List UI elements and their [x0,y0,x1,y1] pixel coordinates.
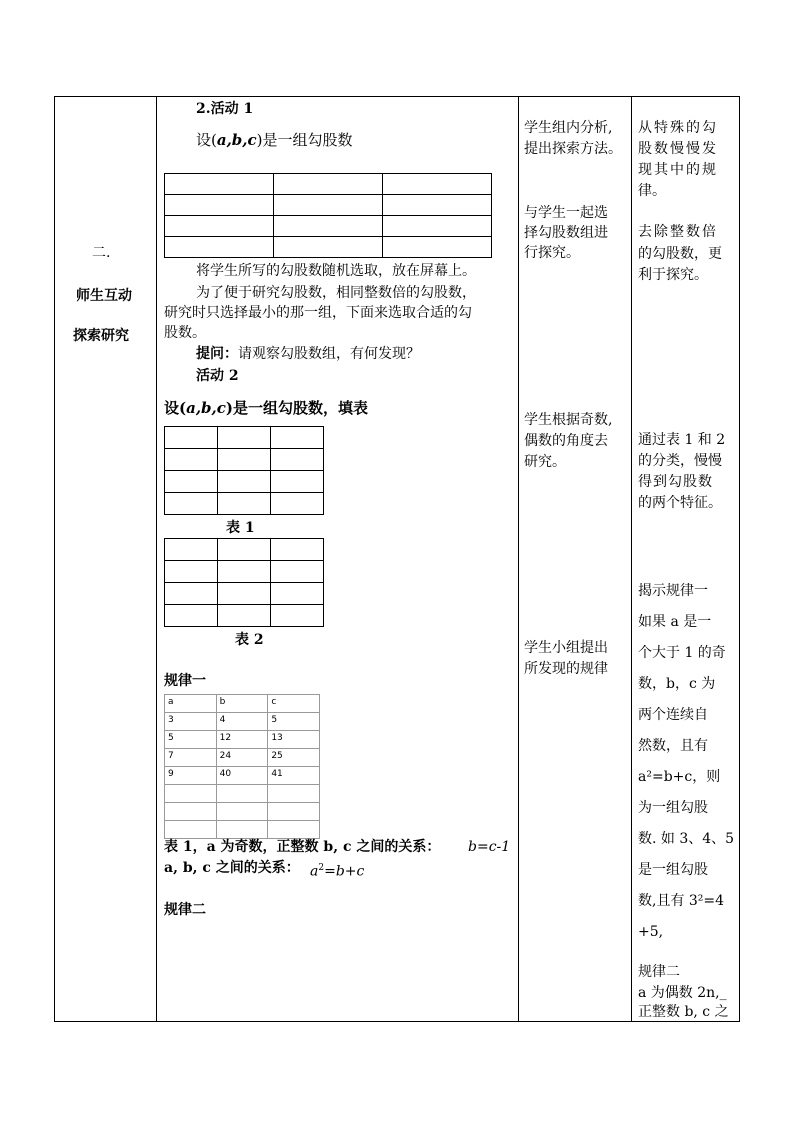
activity1-para1: 将学生所写的勾股数随机选取，放在屏幕上。 [196,263,476,279]
activity2-table2 [164,538,324,627]
table-cell [165,605,218,627]
table-cell: 40 [216,767,268,785]
table-cell [271,449,324,471]
table-cell [165,449,218,471]
intent-item3-line3: 得到勾股数 [638,474,713,490]
rule1-relation2: a, b, c 之间的关系： [164,860,300,876]
table-cell [165,821,217,839]
section-number: 二. [92,245,111,261]
table-cell [218,583,271,605]
table-cell: 12 [216,731,268,749]
table-header: c [268,695,320,713]
intent-item3-line1: 通过表 1 和 2 [638,432,726,448]
column-divider-3 [631,96,632,1022]
table-cell: 5 [268,713,320,731]
table-cell: 13 [268,731,320,749]
table-cell [274,195,383,216]
student-item4-line1: 学生小组提出 [524,640,608,656]
table-header: b [216,695,268,713]
activity1-para2-line1: 为了便于研究勾股数，相同整数倍的勾股数， [196,285,476,301]
table-cell [165,539,218,561]
section-title-line1: 师生互动 [76,288,132,304]
table-cell [218,427,271,449]
activity1-para2-line2: 研究时只选择最小的那一组，下面来选取合适的勾 [164,305,472,321]
table-cell [218,539,271,561]
table-cell: 3 [165,713,217,731]
table-cell: 24 [216,749,268,767]
student-item2-line1: 与学生一起选 [524,205,608,221]
student-item4-line2: 所发现的规律 [524,661,608,677]
rule1-table [164,694,320,839]
table-cell [383,216,492,237]
table-cell: 4 [216,713,268,731]
table-cell: 41 [268,767,320,785]
intent-item3-line4: 的两个特征。 [638,495,722,511]
intent-rule1-block [638,576,738,948]
student-item1-line1: 学生组内分析, [524,120,613,136]
intent-item2-line3: 利于探究。 [638,267,708,283]
activity2-table1 [164,426,324,515]
activity1-setup: 设(a,b,c)是一组勾股数 [196,131,353,149]
table-cell [271,427,324,449]
table-cell [216,785,268,803]
table2-caption: 表 2 [235,632,264,648]
table-cell [165,174,274,195]
table-cell [218,471,271,493]
table-cell [383,195,492,216]
table-cell [165,785,217,803]
table-cell [271,605,324,627]
intent-rule1-line: a²=b+c，则 [638,769,721,785]
table-cell [165,471,218,493]
intent-item1-line4: 律。 [638,183,666,199]
intent-rule1-line: 如果 a 是一 [638,614,712,630]
rule2-heading: 规律二 [164,902,206,918]
intent-rule2-line1: 规律二 [638,964,680,980]
student-item3-line1: 学生根据奇数, [524,412,613,428]
activity2-setup: 设(a,b,c)是一组勾股数，填表 [164,399,369,417]
table1-caption: 表 1 [226,520,255,536]
table-cell [218,449,271,471]
intent-item1-line2: 股数慢慢发 [638,141,718,157]
student-item3-line3: 研究。 [524,454,566,470]
table-cell [271,539,324,561]
column-divider-1 [156,96,157,1022]
column-divider-2 [518,96,519,1022]
intent-rule1-line: 个大于 1 的奇 [638,645,726,661]
intent-rule1-line: 数,且有 3²=4 [638,893,725,909]
table-cell [383,174,492,195]
activity2-heading: 活动 2 [196,368,239,384]
activity1-heading: 2.活动 1 [196,101,254,117]
student-item1-line2: 提出探索方法。 [524,141,622,157]
intent-rule1-line: 是一组勾股 [638,862,708,878]
intent-rule1-line: 然数，且有 [638,738,708,754]
intent-rule1-line: 为一组勾股 [638,800,708,816]
table-cell [268,821,320,839]
table-cell [271,493,324,515]
table-cell [165,583,218,605]
table-cell [274,174,383,195]
table-cell: 7 [165,749,217,767]
table-cell [268,803,320,821]
table-cell [216,803,268,821]
table-cell [216,821,268,839]
table-cell [271,583,324,605]
rule1-relation1: 表 1，a 为奇数，正整数 b, c 之间的关系： [164,839,441,855]
intent-rule2-line2: a 为偶数 2n,_ [638,985,727,1001]
table-cell [165,195,274,216]
student-item2-line2: 择勾股数组进 [524,225,608,241]
table-cell [274,216,383,237]
table-cell [165,216,274,237]
intent-item1-line3: 现其中的规 [638,162,718,178]
student-item2-line3: 行探究。 [524,245,580,261]
table-cell: 9 [165,767,217,785]
table-cell [274,237,383,258]
table-cell [165,803,217,821]
section-title-line2: 探索研究 [73,328,129,344]
table-cell: 25 [268,749,320,767]
table-cell [383,237,492,258]
activity1-para2-line3: 股数。 [164,325,206,341]
table-header: a [165,695,217,713]
intent-rule1-line: 揭示规律一 [638,583,708,599]
rule1-relation2-formula: $a^2=b+c$ [310,863,365,880]
intent-rule1-line: 数，b，c 为 [638,676,716,692]
table-cell: 5 [165,731,217,749]
activity1-question: 提问：请观察勾股数组，有何发现？ [196,346,420,362]
intent-rule1-line: 两个连续自 [638,707,708,723]
table-cell [218,561,271,583]
intent-item2-line2: 的勾股数，更 [638,246,722,262]
table-cell [165,561,218,583]
intent-rule2-line3: 正整数 b, c 之 [638,1004,729,1020]
table-cell [271,561,324,583]
intent-item2-line1: 去除整数倍 [638,224,718,240]
intent-item3-line2: 的分类，慢慢 [638,453,722,469]
table-cell [218,493,271,515]
student-item3-line2: 偶数的角度去 [524,433,608,449]
intent-rule1-line: +5, [638,924,664,940]
rule1-heading: 规律一 [164,673,206,689]
table-cell [271,471,324,493]
table-cell [165,427,218,449]
activity1-blank-table [164,173,492,258]
table-cell [165,237,274,258]
table-cell [165,493,218,515]
rule1-relation1-formula: b=c-1 [468,839,511,855]
table-cell [268,785,320,803]
table-cell [218,605,271,627]
intent-rule1-line: 数. 如 3、4、5 [638,831,735,847]
intent-item1-line1: 从特殊的勾 [638,120,718,136]
